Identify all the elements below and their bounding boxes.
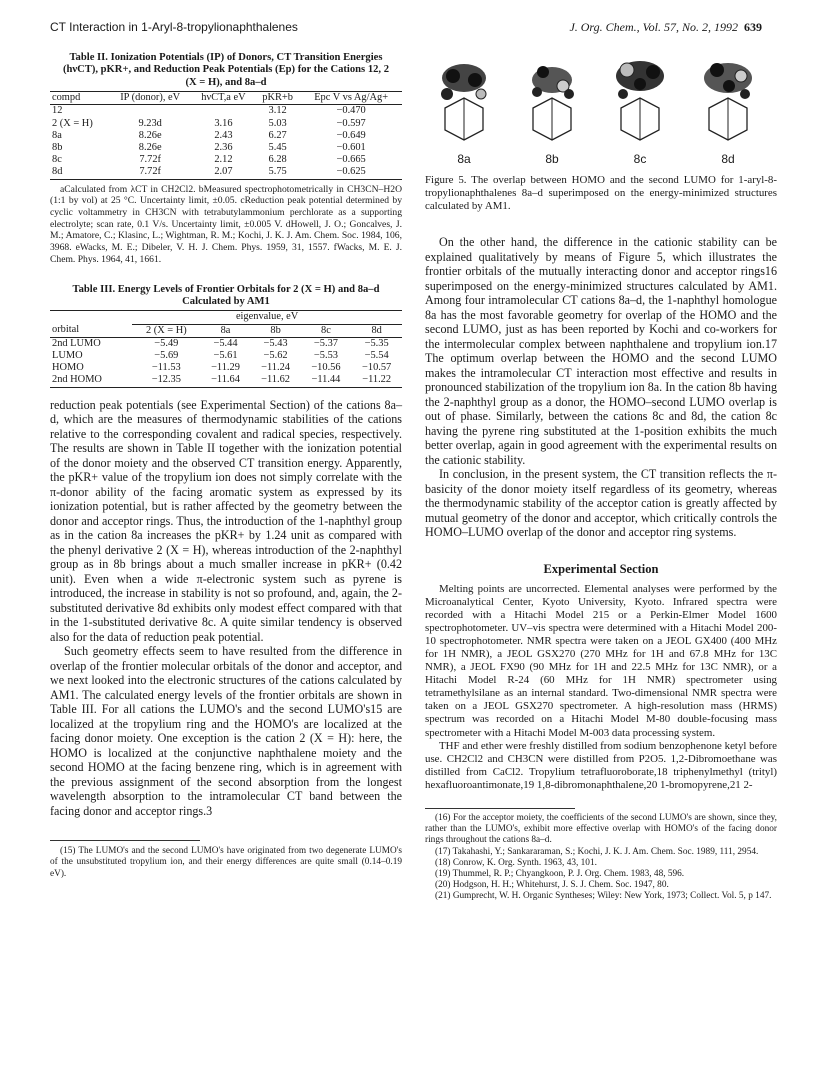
figure5-label: 8a: [457, 152, 471, 166]
figure5-caption: Figure 5. The overlap between HOMO and the second LUMO for 1-aryl-8-tropylionaphthalenes 8a–d superimposed on the energy-minimized structures calculated by AM1.: [425, 174, 777, 212]
table2-cell: 7.72f: [108, 166, 191, 179]
body-paragraph: reduction peak potentials (see Experimental Section) of the cations 8a–d, which are the measures of thermodynamic stabilities of the cations relative to the corresponding covalent and radical species, respectively. The results are shown in Table II together with the ionization potential of the donor moiety and the observed CT transition energy. Apparently, the pKR+ value of the tropylium ion does not simply correlate with the π-donor ability of the facing aromatic system as expressed by its ionization potential, but is rather affected by the geometry between the donor and acceptor rings. Thus, the introduction of the 1-naphthyl group as in the cation 8a increases the pKR+ by 1.24 unit as compared with the phenyl derivative 2 (X = H), whereas introduction of the 2-naphthyl group as in 8b brings about a much smaller increase in pKR+ (0.42 unit). Even when a wide π-electronic system such as pyrene is introduced, the increase in stability is not so profound, and, again, the 2-substituted derivative 8d exhibits only modest effect compared with that in the 1-substituted derivative 8c. A quite similar tendency is observed also for the data of reduction peak potential.: [50, 397, 402, 644]
table3-cell: HOMO: [52, 362, 84, 374]
table2-cell: [192, 105, 255, 118]
body-paragraph: Such geometry effects seem to have resulted from the difference in overlap of the frontier molecular orbitals of the donor and acceptor, and we next looked into the electronic structures of the cations calculated by AM1. The calculated energy levels of the frontier orbitals are shown in Table III. For all cations the LUMO's and the second LUMO's15 are localized at the tropylium ring and the HOMO's are localized at the facing donor moiety. One exception is the cation 2 (X = H): here, the HOMO is localized at the conjunctive naphthalene moiety and the second HOMO at the facing benzene ring, which is in agreement with the previous assignment of the second absorption from the longest wavelength absorption to the intramolecular CT band between the facing donor and acceptor rings.3: [50, 644, 402, 818]
table3-cell: 2nd HOMO: [50, 374, 132, 387]
footnote-21: (21) Gumprecht, W. H. Organic Syntheses; Wiley: New York, 1973; Collect. Vol. 5, p 147.: [435, 891, 772, 902]
table3-cell: −5.53: [313, 349, 338, 361]
table2-cell: 5.45: [268, 142, 287, 154]
table2-footnotes: [50, 184, 402, 266]
figure5-label: 8d: [721, 152, 735, 166]
table2-cell: 2.07: [192, 166, 255, 179]
table2-header: compd: [50, 92, 108, 105]
table2-row: [50, 118, 402, 130]
body-paragraph: In conclusion, in the present system, the CT transition reflects the π-basicity of the donor moiety itself regardless of its geometry, whereas the thermodynamic stability of the acceptor cation is greatly affected by mutual geometry of the donor and acceptor, which critically controls the HOMO–LUMO overlap of the donor and acceptor ring systems.: [425, 467, 777, 539]
footnote-19: (19) Thummel, R. P.; Chyangkoon, P. J. Org. Chem. 1983, 48, 596.: [435, 869, 685, 880]
figure5-label: 8b: [545, 152, 559, 166]
table2-cell: 2.36: [214, 142, 233, 154]
table2-cell: 5.03: [268, 117, 287, 129]
left-footnotes: [50, 846, 402, 880]
footnote-rule: [425, 808, 575, 809]
table2-cell: 2.12: [214, 154, 233, 166]
table2-row: [50, 130, 402, 142]
table3-header: 2 (X = H): [132, 324, 200, 337]
table2-header: Epc V vs Ag/Ag+: [300, 92, 402, 105]
table2-row: [50, 166, 402, 179]
right-body-text: [425, 235, 777, 540]
table3-cell: −5.35: [364, 337, 389, 349]
table3-cell: −12.35: [132, 374, 200, 387]
table2: [50, 91, 402, 179]
table2-cell: 3.12: [268, 105, 287, 117]
table3-cell: −5.61: [213, 349, 238, 361]
table3-row: [50, 374, 402, 387]
table2-footnote-text: aCalculated from λCT in CH2Cl2. bMeasured spectrophotometrically in CH3CN–H2O (1:1 by vol) at 25 °C. Uncertainty limit, ±0.05. cReduction peak potential determined by cyclic voltammetry in CH3CN with tetrabutylammonium perchlorate as a supporting electrolyte; scan rate, 0.1 V/s. Uncertainty limit, ±0.005 V. dHowell, J. O.; Goncalves, J. M.; Amatore, C.; Klasinc, L.; Wightman, R. M.; Kochi, J. K. J. Am. Chem. Soc. 1984, 106, 3968. eWacks, M. E.; Dibeler, V. H. J. Chem. Phys. 1959, 31, 1557. fWacks, M. E. J. Chem. Phys. 1964, 41, 1661.: [50, 183, 402, 265]
experimental-paragraph: Melting points are uncorrected. Elemental analyses were performed by the Microanalytical Center, Kyoto University, Kyoto. Infrared spectra were recorded with a Hitachi Model 215 or a Perkin-Elmer Model 1600 spectrophotometer. UV–vis spectra were determined with a Hitachi Model 200-10 spectrophotometer. NMR spectra were taken on a JEOL GX400 (400 MHz for 1H NMR), a JEOL GSX270 (270 MHz for 1H and 67.8 MHz for 13C NMR), a JEOL FX90 (90 MHz for 1H and 22.5 MHz for 13C NMR), or a Hitachi Model R-24 (60 MHz for 1H NMR) spectrometer using tetramethylsilane as an internal standard. Two-dimensional NMR spectra were taken on a JEOL GSX270 spectrometer. A high-resolution mass (HRMS) spectrum was recorded on a Hitachi Model M-80 double-focusing mass spectrometer with a Hitachi Model M-003 data processing system.: [425, 582, 777, 739]
table3-cell: −11.53: [151, 362, 181, 374]
table2-row: [50, 105, 402, 118]
table3-cell: LUMO: [52, 349, 83, 361]
table3-row: [50, 350, 402, 362]
table2-cell: 8a: [52, 129, 62, 141]
table3-cell: −5.37: [313, 337, 338, 349]
footnote-15: (15) The LUMO's and the second LUMO's have originated from two degenerate LUMO's of the unsubstituted tropylium ion, and their energy differences are quite small (0.14–0.19 eV).: [50, 846, 402, 879]
table3-body: [50, 337, 402, 387]
footnote-20: (20) Hodgson, H. H.; Whitehurst, J. S. J. Chem. Soc. 1947, 80.: [435, 880, 669, 891]
table3-cell: −11.29: [211, 362, 240, 374]
table2-cell: [108, 105, 191, 118]
table3-header: 8c: [301, 324, 352, 337]
table3-row: [50, 362, 402, 374]
footnote-17: (17) Takahashi, Y.; Sankararaman, S.; Kochi, J. K. J. Am. Chem. Soc. 1989, 111, 2954.: [435, 846, 759, 857]
table3-cell: −5.69: [154, 349, 179, 361]
table3-cell: −5.43: [263, 337, 288, 349]
table3: [50, 310, 402, 387]
table2-cell: −0.625: [300, 166, 402, 179]
table3-cell: −11.62: [251, 374, 301, 387]
footnote-rule: [50, 840, 200, 841]
table2-cell: 7.72f: [139, 154, 162, 166]
table3-cell: −11.24: [261, 362, 290, 374]
table2-cell: 9.23d: [138, 117, 162, 129]
table2-cell: 3.16: [214, 117, 233, 129]
right-column: [425, 58, 777, 903]
table2-cell: 8b: [52, 142, 63, 154]
table2-header: hνCT,a eV: [192, 92, 255, 105]
table2-cell: 6.28: [268, 154, 287, 166]
figure5: [425, 58, 777, 168]
left-column: [50, 52, 402, 880]
left-body-text: [50, 398, 402, 819]
table2-cell: 6.27: [268, 129, 287, 141]
molecule-8a-image: [425, 58, 503, 152]
table3-caption: Table III. Energy Levels of Frontier Orbitals for 2 (X = H) and 8a–d Calculated by AM1: [72, 283, 380, 307]
journal-name: J. Org. Chem., Vol. 57, No. 2, 1992: [569, 20, 738, 34]
molecule-8b-image: [513, 58, 591, 152]
molecule-8d-image: [689, 58, 767, 152]
table3-header: 8a: [200, 324, 250, 337]
table3-group-header: eigenvalue, eV: [132, 311, 402, 324]
table2-row: [50, 142, 402, 154]
table2-header: IP (donor), eV: [108, 92, 191, 105]
figure5-label: 8c: [633, 152, 647, 166]
table3-cell: 2nd LUMO: [52, 337, 101, 349]
table3-header: 8d: [351, 324, 402, 337]
table2-cell: −0.470: [336, 105, 366, 117]
right-footnotes: [425, 813, 777, 903]
page-number: 639: [744, 20, 762, 34]
table3-cell: −5.44: [213, 337, 238, 349]
table3-cell: −5.49: [154, 337, 179, 349]
table2-cell: −0.649: [336, 129, 366, 141]
table2-header: pKR+b: [255, 92, 300, 105]
running-header: CT Interaction in 1-Aryl-8-tropylionaphthalenes: [50, 20, 298, 34]
table2-cell: 5.75: [255, 166, 300, 179]
table2-cell: 2 (X = H): [52, 117, 93, 129]
table3-cell: −10.57: [362, 362, 392, 374]
table3-cell: −10.56: [311, 362, 341, 374]
table2-cell: −0.665: [336, 154, 366, 166]
experimental-paragraph: THF and ether were freshly distilled from sodium benzophenone ketyl before use. CH2Cl2 and CH3CN were distilled from P2O5. 1,2-Dibromoethane was distilled from CaCl2. Tropylium tetrafluoroborate,18 triphenylmethyl (trityl) hexafluoroantimonate,19 1,8-dibromonaphthalene,20 1-bromopyrene,21 2-: [425, 739, 777, 791]
table3-cell: −5.62: [263, 349, 288, 361]
table2-cell: 12: [52, 105, 63, 117]
table2-cell: 8c: [52, 154, 62, 166]
section-heading: Experimental Section: [543, 561, 659, 576]
table3-header: orbital: [50, 324, 132, 337]
table2-cell: −0.601: [336, 142, 366, 154]
table2-row: [50, 154, 402, 166]
table2-cell: 8d: [50, 166, 108, 179]
table3-cell: −11.64: [200, 374, 250, 387]
molecule-8c-image: [601, 58, 679, 152]
table3-row: [50, 337, 402, 350]
footnote-16: (16) For the acceptor moiety, the coefficients of the second LUMO's are shown, since they, rather than the LUMO's, exhibit more effective overlap with HOMO's of the facing donor rings throughout the cations 8a–d.: [425, 813, 777, 846]
table2-body: [50, 105, 402, 179]
table3-header: 8b: [251, 324, 301, 337]
table3-cell: −5.54: [364, 349, 389, 361]
table2-cell: −0.597: [336, 117, 366, 129]
table2-cell: 8.26e: [138, 129, 162, 141]
body-paragraph: On the other hand, the difference in the cationic stability can be explained qualitatively by means of Figure 5, which illustrates the frontier orbitals of the mutually interacting donor and acceptor rings16 superimposed on the energy-minimized structures calculated by AM1. Among four intramolecular CT cations 8a–d, the 1-naphthyl homologue 8a has the most favorable geometry for overlap of the HOMO and the second LUMO, just as has been reported by Kochi and co-workers for the intermolecular complex between naphthalene and tropylium ion.17 The optimum overlap between the HOMO and the second LUMO makes the intramolecular CT interaction most effective and results in pronounced stabilization of the tropylium ion 8a. In the cation 8b having the 2-naphthyl group as a donor, the HOMO–second LUMO overlap is out of phase. Similarly, between the cations 8c and 8d, the cation 8c having the pyrene ring substituted at the 1-position exhibits the much better overlap, again in good agreement with the experimental results on the cationic stability.: [425, 235, 777, 467]
table2-cell: 2.43: [214, 129, 233, 141]
table2-caption: Table II. Ionization Potentials (IP) of Donors, CT Transition Energies (hνCT), pKR+, and Reduction Peak Potentials (Ep) for the Cations 12, 2 (X = H), and 8a–d: [62, 52, 390, 88]
table2-cell: 8.26e: [138, 142, 162, 154]
journal-citation: [569, 20, 762, 35]
footnote-18: (18) Conrow, K. Org. Synth. 1963, 43, 101.: [435, 857, 597, 868]
table3-cell: −11.44: [301, 374, 352, 387]
table3-cell: −11.22: [351, 374, 402, 387]
